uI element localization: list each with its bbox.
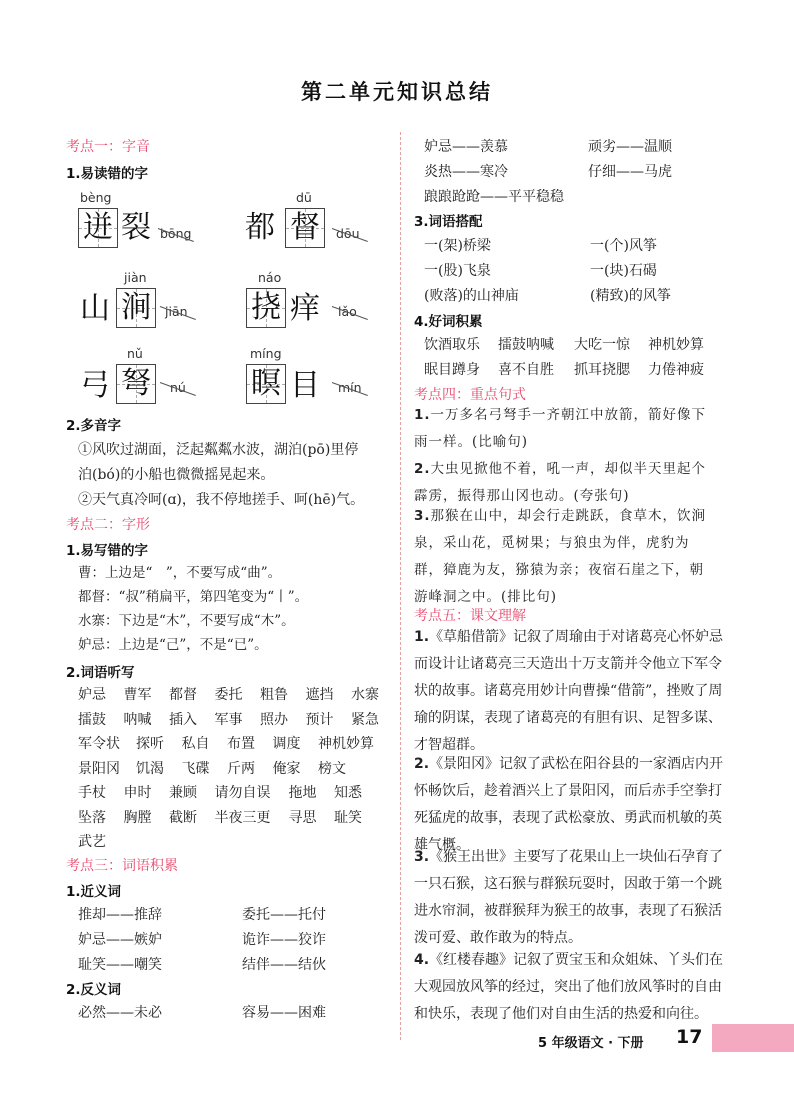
text-line: 妒忌：上边是“己”，不是“已”。 [78,637,268,653]
good-word: 喜不自胜 [498,362,554,378]
subheading-dictation: 2.词语听写 [66,665,135,681]
word: 兼顾 [169,785,197,801]
word: 坠落 [78,809,106,826]
word: 半夜三更 [214,809,271,826]
word: 探听 [136,736,164,752]
word: 水寨 [351,687,379,703]
character: 都 [245,210,275,245]
synonym-pair: 耻笑——嘲笑 [78,957,162,973]
word-row [78,683,397,708]
character: 山 [80,291,110,326]
word: 榜文 [318,760,346,777]
good-word: 大吃一惊 [574,337,630,353]
word: 布置 [227,736,255,752]
synonym-pair: 推却——推辞 [78,907,162,923]
word: 妒忌 [78,687,106,703]
character-box: 瞑 [246,364,286,404]
word-row [78,806,397,831]
good-word: 力倦神疲 [648,362,704,378]
good-word: 眠目蹲身 [424,362,480,378]
collocation: (败落)的山神庙 [424,288,519,304]
text-line: 曹：上边是“ ”，不要写成“曲”。 [78,565,282,581]
text-line: ①风吹过湖面，泛起粼粼水波，湖泊(pō)里停 [78,442,359,458]
good-word: 抓耳挠腮 [574,362,630,378]
word: 神机妙算 [318,736,374,752]
understanding-item: 3.《猴王出世》主要写了花果山上一块仙石孕育了一只石猴，这石猴与群猴玩耍时，因敢于第一个跳进水帘洞，被群猴拜为猴王的故事，表现了石猴活泼可爱、敢作敢为的特点。 [414,849,724,946]
collocation: 一(块)石碣 [590,263,657,279]
antonym-pair: 踉踉跄跄——平平稳稳 [424,189,564,205]
character: 弓 [80,368,110,403]
antonym-pair: 妒忌——羡慕 [424,139,508,155]
synonym-pair: 委托——托付 [242,907,326,923]
antonym-pair: 炎热——寒冷 [424,164,508,180]
text-line: 泊(bó)的小船也微微摇晃起来。 [78,467,275,483]
pinyin-label: nú [170,380,186,395]
word: 都督 [169,687,197,703]
character-box: 迸 [78,208,118,248]
subheading-good-words: 4.好词积累 [414,314,483,330]
synonym-pair: 结伴——结伙 [242,957,326,973]
word: 请勿自误 [214,785,271,801]
page-number: 17 [676,1026,703,1048]
pinyin-label: jiān [165,304,188,319]
pinyin-label: bèng [80,190,112,205]
character: 痒 [290,291,320,326]
section-heading-3: 考点三：词语积累 [66,858,178,874]
pinyin-label: bōng [160,226,192,241]
word: 委托 [214,687,243,703]
character-box: 督 [285,208,325,248]
word: 寻思 [288,809,317,826]
column-divider [400,132,401,1040]
footer-grade-label: 5 年级语文 · 下册 [538,1036,644,1051]
pinyin-label: dōu [336,226,360,241]
character-box: 弩 [116,364,156,404]
word: 擂鼓 [78,711,106,728]
word: 曹军 [123,687,152,703]
word: 拖地 [288,785,317,801]
character: 目 [290,368,320,403]
word: 粗鲁 [260,687,288,703]
subheading-antonyms: 2.反义词 [66,982,122,998]
word: 紧急 [351,711,379,728]
synonym-pair: 诡诈——狡诈 [242,932,326,948]
word: 俺家 [272,760,301,777]
footer-accent-bar [712,1024,794,1052]
text-line: 都督：“叔”稍扁平，第四笔变为“丨”。 [78,589,309,605]
word: 照办 [260,711,288,728]
pinyin-label: lǎo [338,304,357,319]
understanding-item: 1.《草船借箭》记叙了周瑜由于对诸葛亮心怀妒忌而设计让诸葛亮三天造出十万支箭并令他立下军令状的故事。诸葛亮用妙计向曹操“借箭”，挫败了周瑜的阴谋，表现了诸葛亮的有胆有识、足智多谋、才智超群。 [414,629,724,753]
understanding-item: 4.《红楼春趣》记叙了贾宝玉和众姐妹、丫头们在大观园放风筝的经过，突出了他们放风筝时的自由和快乐，表现了他们对自由生活的热爱和向往。 [414,952,724,1022]
subheading-polyphone: 2.多音字 [66,418,122,434]
good-word: 饮酒取乐 [424,337,480,353]
word-row [78,732,397,757]
subheading-collocation: 3.词语搭配 [414,214,483,230]
word: 呐喊 [123,711,152,728]
word: 胸膛 [123,809,152,826]
text-line: ②天气真冷呵(ɑ)，我不停地搓手、呵(hē)气。 [78,492,365,508]
understanding-item: 2.《景阳冈》记叙了武松在阳谷县的一家酒店内开怀畅饮后，趁着酒兴上了景阳冈，而后赤手空拳打死猛虎的故事，表现了武松豪放、勇武而机敏的英雄气概。 [414,756,724,853]
subheading-miswrite: 1.易写错的字 [66,543,149,559]
word-row [78,757,397,782]
sentence-item: 1.一万多名弓弩手一齐朝江中放箭，箭好像下雨一样。(比喻句) [414,407,707,450]
collocation: (精致)的风筝 [590,288,671,304]
section-heading-4: 考点四：重点句式 [414,387,526,403]
pinyin-label: dū [296,190,312,205]
character-box: 涧 [116,288,156,328]
text-line: 水寨：下边是“木”，不要写成“木”。 [78,613,295,629]
good-word: 神机妙算 [648,337,704,353]
word: 军令状 [78,736,120,752]
character: 裂 [121,210,151,245]
word: 飞碟 [181,760,210,777]
word: 截断 [169,809,197,826]
sentence-item: 2.大虫见掀他不着，吼一声，却似半天里起个霹雳，振得那山冈也动。(夸张句) [414,461,707,504]
word: 私自 [181,736,210,752]
pinyin-label: míng [250,346,282,361]
section-heading-5: 考点五：课文理解 [414,608,526,624]
antonym-pair: 顽劣——温顺 [588,139,672,155]
subheading-synonyms: 1.近义词 [66,884,122,900]
pinyin-label: mín [338,380,362,395]
word: 饥渴 [136,760,164,777]
collocation: 一(股)飞泉 [424,263,491,279]
word: 知悉 [334,785,362,801]
collocation: 一(架)桥梁 [424,238,491,254]
sentence-item: 3.那猴在山中，却会行走跳跃，食草木，饮涧泉，采山花，觅树果；与狼虫为伴，虎豹为群，獐鹿为友，猕猿为亲；夜宿石崖之下，朝游峰洞之中。(排比句) [414,508,707,605]
word: 申时 [123,785,152,801]
section-heading-1: 考点一：字音 [66,139,150,155]
synonym-pair: 妒忌——嫉妒 [78,932,162,948]
antonym-pair: 必然——未必 [78,1005,162,1021]
pinyin-label: nǔ [127,346,143,361]
word: 军事 [214,711,243,728]
page-title: 第二单元知识总结 [301,80,493,104]
word-row [78,781,397,806]
word: 插入 [169,711,197,728]
antonym-pair: 容易——困难 [242,1005,326,1021]
word: 斤两 [227,760,255,777]
section-heading-2: 考点二：字形 [66,517,150,533]
word: 调度 [272,736,301,752]
word: 遮挡 [305,687,334,703]
dictation-words [78,683,397,855]
word: 预计 [305,711,334,728]
word: 景阳冈 [78,760,120,777]
good-word: 擂鼓呐喊 [498,337,554,353]
pinyin-label: náo [258,270,282,285]
character-box: 挠 [246,288,286,328]
collocation: 一(个)风筝 [590,238,657,254]
pinyin-label: jiàn [124,270,147,285]
word-row [78,708,397,733]
word: 手杖 [78,785,106,801]
word-row [78,830,397,855]
antonym-pair: 仔细——马虎 [588,164,672,180]
word: 武艺 [78,834,106,850]
word: 耻笑 [334,809,362,826]
subheading-misread: 1.易读错的字 [66,166,149,182]
